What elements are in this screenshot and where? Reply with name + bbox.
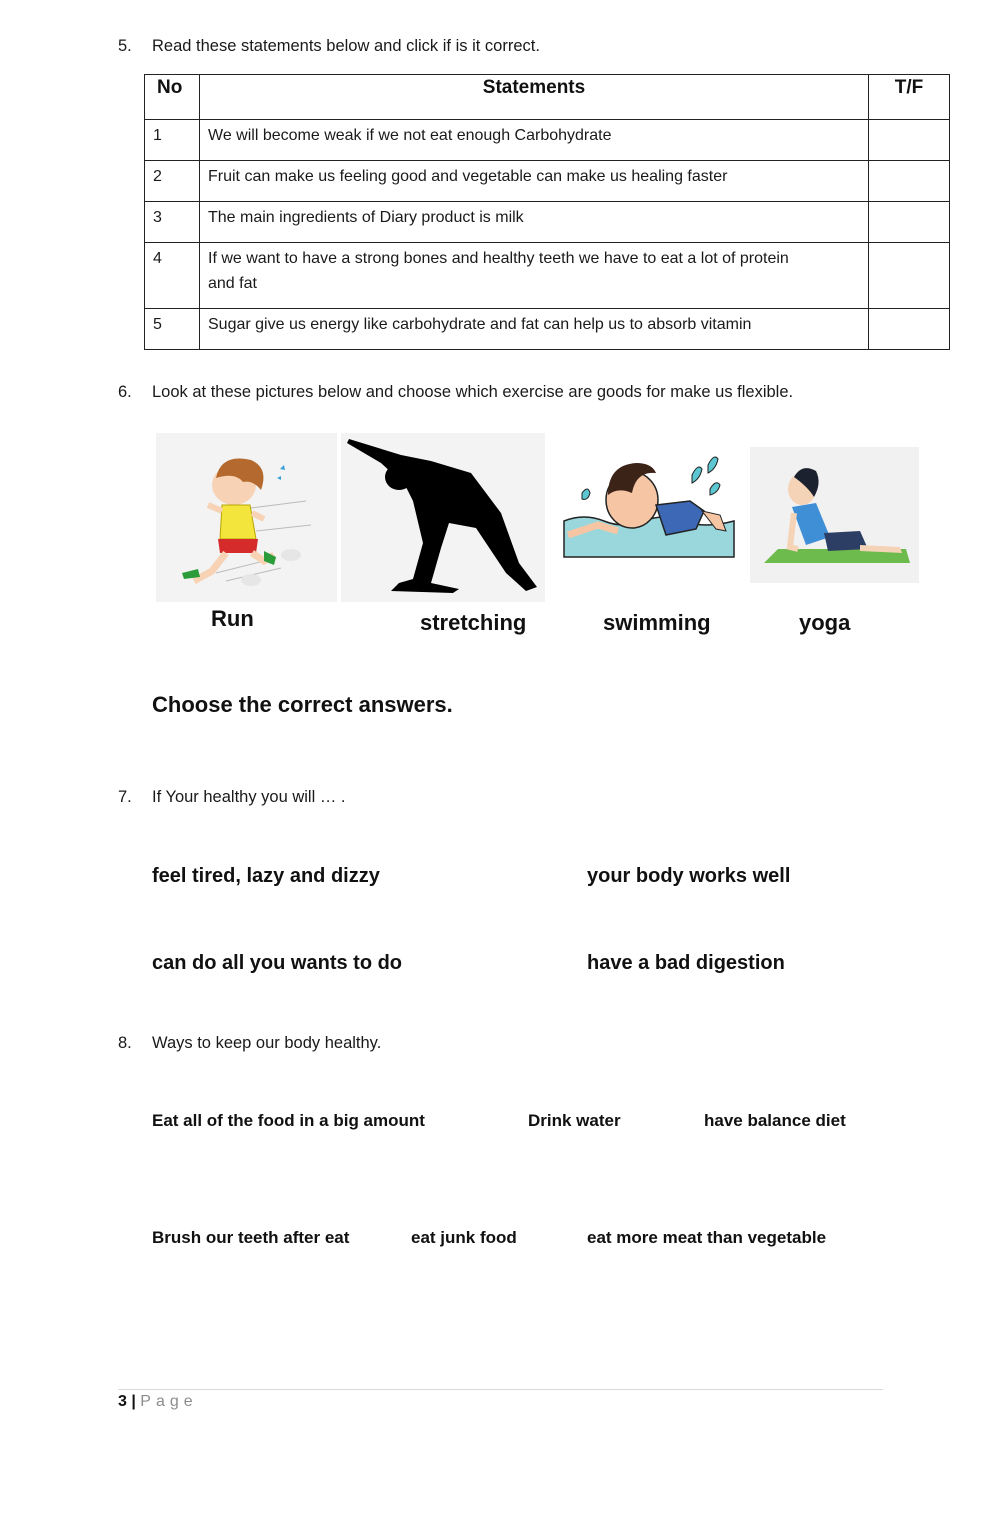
answer-option[interactable]: Brush our teeth after eat: [152, 1228, 350, 1247]
caption-run: Run: [211, 606, 254, 631]
answer-option[interactable]: Eat all of the food in a big amount: [152, 1111, 425, 1130]
footer-divider: [118, 1389, 883, 1390]
answer-option[interactable]: Drink water: [528, 1111, 621, 1130]
question-text: Read these statements below and click if is it correct.: [152, 37, 540, 55]
table-row: [145, 243, 950, 309]
row-number: 5: [145, 309, 200, 350]
caption-stretching: stretching: [420, 610, 527, 635]
table-row: [145, 202, 950, 243]
row-statement: If we want to have a strong bones and healthy teeth we have to eat a lot of protein and fat: [200, 243, 869, 309]
row-statement: We will become weak if we not eat enough Carbohydrate: [200, 120, 869, 161]
header-tf: T/F: [869, 75, 950, 120]
page-number: 3: [118, 1393, 127, 1410]
answer-option[interactable]: have a bad digestion: [587, 952, 785, 974]
answer-option[interactable]: can do all you wants to do: [152, 952, 403, 974]
running-boy-icon: [156, 433, 337, 602]
row-number: 4: [145, 243, 200, 309]
yoga-boy-icon: [750, 447, 919, 583]
header-no: No: [145, 75, 200, 120]
row-statement: The main ingredients of Diary product is milk: [200, 202, 869, 243]
caption-yoga: yoga: [799, 610, 851, 635]
row-number: 1: [145, 120, 200, 161]
page-footer: [118, 1393, 198, 1411]
question-number: 5.: [118, 37, 132, 55]
header-statements: Statements: [200, 75, 869, 120]
tf-answer-cell[interactable]: [869, 120, 950, 161]
footer-separator: |: [131, 1393, 136, 1410]
question-text: Look at these pictures below and choose which exercise are goods for make us flexible.: [152, 383, 794, 401]
table-row: [145, 309, 950, 350]
question-number: 6.: [118, 383, 132, 401]
answer-option[interactable]: eat more meat than vegetable: [587, 1228, 827, 1247]
question-text: If Your healthy you will … .: [152, 788, 346, 806]
caption-swimming: swimming: [603, 610, 711, 635]
picture-yoga[interactable]: [750, 447, 919, 583]
stretching-silhouette-icon: [341, 433, 545, 602]
swimming-boy-icon: [560, 445, 738, 570]
row-statement: Fruit can make us feeling good and vegetable can make us healing faster: [200, 161, 869, 202]
question-6-prompt: [118, 383, 793, 402]
picture-run[interactable]: [156, 433, 337, 602]
tf-answer-cell[interactable]: [869, 202, 950, 243]
true-false-table: [144, 74, 950, 350]
picture-stretching[interactable]: [341, 433, 545, 602]
answer-option[interactable]: feel tired, lazy and dizzy: [152, 865, 380, 887]
answer-option[interactable]: have balance diet: [704, 1111, 846, 1130]
tf-answer-cell[interactable]: [869, 243, 950, 309]
table-row: [145, 120, 950, 161]
question-number: 8.: [118, 1034, 132, 1052]
tf-answer-cell[interactable]: [869, 161, 950, 202]
question-5-prompt: [118, 37, 540, 56]
table-row: [145, 161, 950, 202]
answer-option[interactable]: your body works well: [587, 865, 791, 887]
question-text: Ways to keep our body healthy.: [152, 1034, 382, 1052]
row-number: 2: [145, 161, 200, 202]
question-7-prompt: [118, 788, 346, 807]
question-number: 7.: [118, 788, 132, 806]
answer-option[interactable]: eat junk food: [411, 1228, 517, 1247]
row-number: 3: [145, 202, 200, 243]
table-header-row: [145, 75, 950, 120]
section-heading: Choose the correct answers.: [152, 692, 453, 717]
tf-answer-cell[interactable]: [869, 309, 950, 350]
row-statement: Sugar give us energy like carbohydrate and fat can help us to absorb vitamin: [200, 309, 869, 350]
question-8-prompt: [118, 1034, 381, 1053]
page-label: Page: [140, 1393, 198, 1410]
picture-swimming[interactable]: [560, 445, 738, 570]
